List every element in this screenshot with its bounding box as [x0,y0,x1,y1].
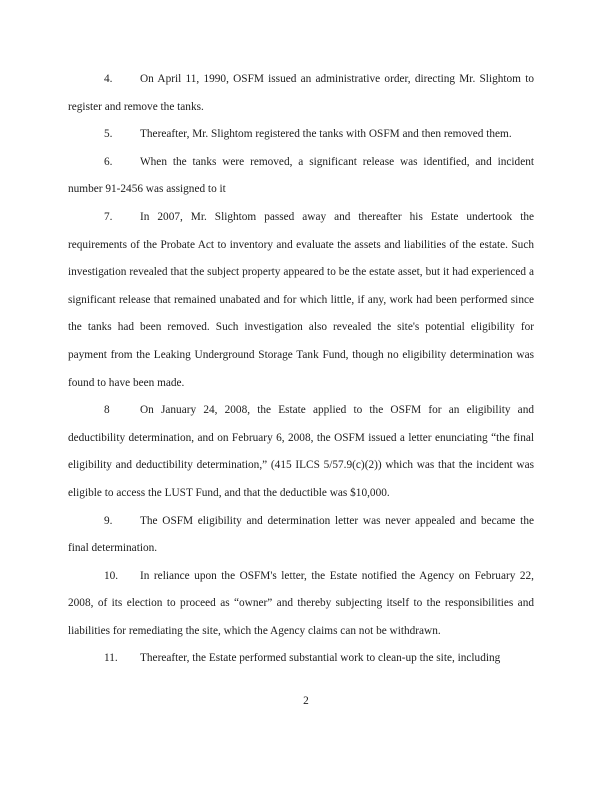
paragraph-text: Thereafter, Mr. Slightom registered the tanks with OSFM and then removed them. [140,128,512,141]
paragraph-text: In 2007, Mr. Slightom passed away and thereafter his Estate undertook the requirements of the Probate Act to inventory and evaluate the assets and liabilities of the estate. Such investigation revealed that the subject property appeared to be the estate asset, but it had experienced a significant release that remained unabated and for which little, if any, work had been performed since the tanks had been removed. Such investigation also revealed the site's potential eligibility for payment from the Leaking Underground Storage Tank Fund, though no eligibility determination was found to have been made. [68,210,534,389]
paragraph-number: 7. [104,210,113,223]
paragraph-number: 10. [104,569,119,582]
paragraph-5 [68,121,534,149]
paragraph-text: The OSFM eligibility and determination letter was never appealed and became the final determination. [68,514,534,555]
paragraph-text: On April 11, 1990, OSFM issued an administrative order, directing Mr. Slightom to register and remove the tanks. [68,73,534,113]
paragraph-number: 11. [104,652,118,665]
paragraph-number: 4. [104,73,113,85]
paragraph-4 [68,66,534,121]
paragraph-text: In reliance upon the OSFM's letter, the Estate notified the Agency on February 22, 2008, of its election to proceed as “owner” and thereby subjecting itself to the responsibilities and liabilities for remediating the site, which the Agency claims can not be withdrawn. [68,569,534,637]
paragraph-10 [68,563,534,646]
paragraph-text: On January 24, 2008, the Estate applied to the OSFM for an eligibility and deductibility determination, and on February 6, 2008, the OSFM issued a letter enunciating “the final eligibility and deductibility determination,” (415 ILCS 5/57.9(c)(2)) which was that the incident was eligible to access the LUST Fund, and that the deductible was $10,000. [68,404,534,499]
paragraph-number: 5. [104,128,113,141]
paragraph-6 [68,149,534,204]
paragraph-text: When the tanks were removed, a significant release was identified, and incident number 91-2456 was assigned to it [68,155,534,196]
paragraph-7 [68,204,534,397]
page-number: 2 [303,695,309,707]
paragraph-number: 9. [104,514,113,527]
paragraph-8 [68,397,534,507]
paragraph-number: 8 [104,404,110,417]
paragraph-11 [68,645,534,673]
paragraph-9 [68,508,534,563]
paragraph-text: Thereafter, the Estate performed substantial work to clean-up the site, including [140,652,501,665]
document-body [68,66,534,673]
paragraph-number: 6. [104,155,113,168]
